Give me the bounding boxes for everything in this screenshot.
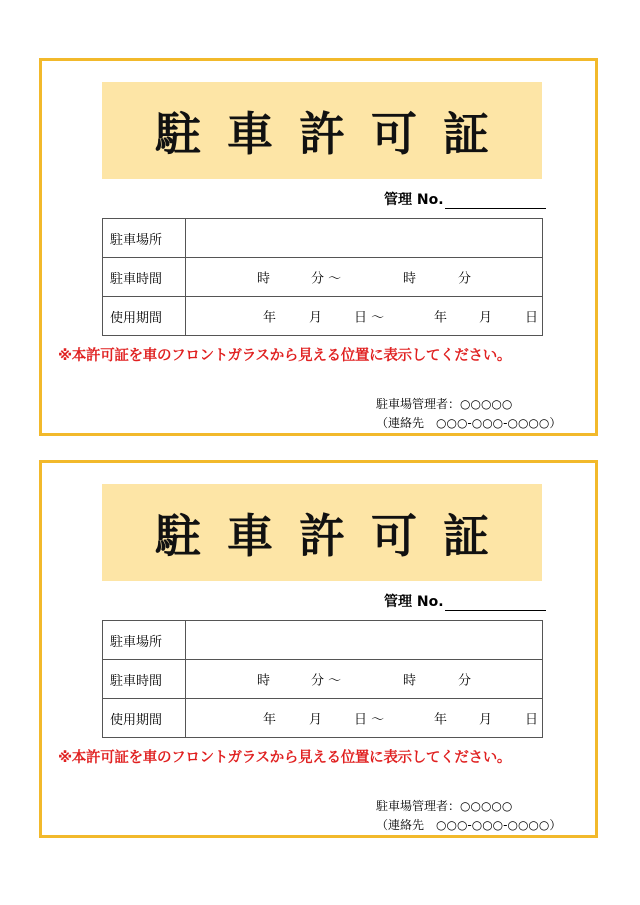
management-number: [384, 189, 546, 209]
hour-unit: 時: [403, 673, 417, 689]
manager-line: 駐車場管理者：○○○○○: [376, 397, 513, 411]
hour-unit: 時: [257, 673, 271, 689]
location-field[interactable]: [186, 219, 542, 257]
table-row-time: [103, 258, 542, 297]
contact-line: （連絡先 ○○○-○○○-○○○○）: [376, 818, 562, 832]
minute-unit: 分 ～: [311, 673, 342, 689]
row-label: 使用期間: [103, 297, 186, 335]
day-unit: 日: [525, 310, 539, 326]
manager-line: 駐車場管理者：○○○○○: [376, 799, 513, 813]
management-number-field[interactable]: [445, 192, 546, 209]
year-unit: 年: [263, 712, 277, 728]
table-row-location: [103, 219, 542, 258]
minute-unit: 分 ～: [311, 271, 342, 287]
management-label: 管理 No.: [384, 192, 444, 208]
permit-form-table: [102, 620, 543, 738]
year-unit: 年: [263, 310, 277, 326]
management-number-field[interactable]: [445, 594, 546, 611]
row-label: 使用期間: [103, 699, 186, 737]
day-unit: 日: [525, 712, 539, 728]
month-unit: 月: [309, 712, 323, 728]
title-band: [102, 484, 542, 581]
table-row-time: [103, 660, 542, 699]
table-row-period: [103, 297, 542, 335]
period-field[interactable]: [186, 297, 542, 335]
parking-permit-card-bottom: [39, 460, 598, 838]
minute-unit: 分: [458, 673, 472, 689]
row-label: 駐車場所: [103, 621, 186, 659]
location-field[interactable]: [186, 621, 542, 659]
row-label: 駐車時間: [103, 660, 186, 698]
permit-title: 駐車許可証: [155, 106, 515, 161]
permit-form-table: [102, 218, 543, 336]
management-number: [384, 591, 546, 611]
hour-unit: 時: [257, 271, 271, 287]
period-field[interactable]: [186, 699, 542, 737]
time-field[interactable]: [186, 258, 542, 296]
permit-title: 駐車許可証: [155, 508, 515, 563]
day-unit: 日 ～: [354, 310, 385, 326]
row-label: 駐車時間: [103, 258, 186, 296]
title-band: [102, 82, 542, 179]
day-unit: 日 ～: [354, 712, 385, 728]
table-row-period: [103, 699, 542, 737]
month-unit: 月: [479, 712, 493, 728]
table-row-location: [103, 621, 542, 660]
time-field[interactable]: [186, 660, 542, 698]
row-label: 駐車場所: [103, 219, 186, 257]
year-unit: 年: [434, 310, 448, 326]
minute-unit: 分: [458, 271, 472, 287]
month-unit: 月: [479, 310, 493, 326]
display-notice: ※本許可証を車のフロントガラスから見える位置に表示してください。: [58, 750, 512, 766]
display-notice: ※本許可証を車のフロントガラスから見える位置に表示してください。: [58, 348, 512, 364]
month-unit: 月: [309, 310, 323, 326]
parking-permit-card-top: [39, 58, 598, 436]
contact-line: （連絡先 ○○○-○○○-○○○○）: [376, 416, 562, 430]
hour-unit: 時: [403, 271, 417, 287]
management-label: 管理 No.: [384, 594, 444, 610]
year-unit: 年: [434, 712, 448, 728]
